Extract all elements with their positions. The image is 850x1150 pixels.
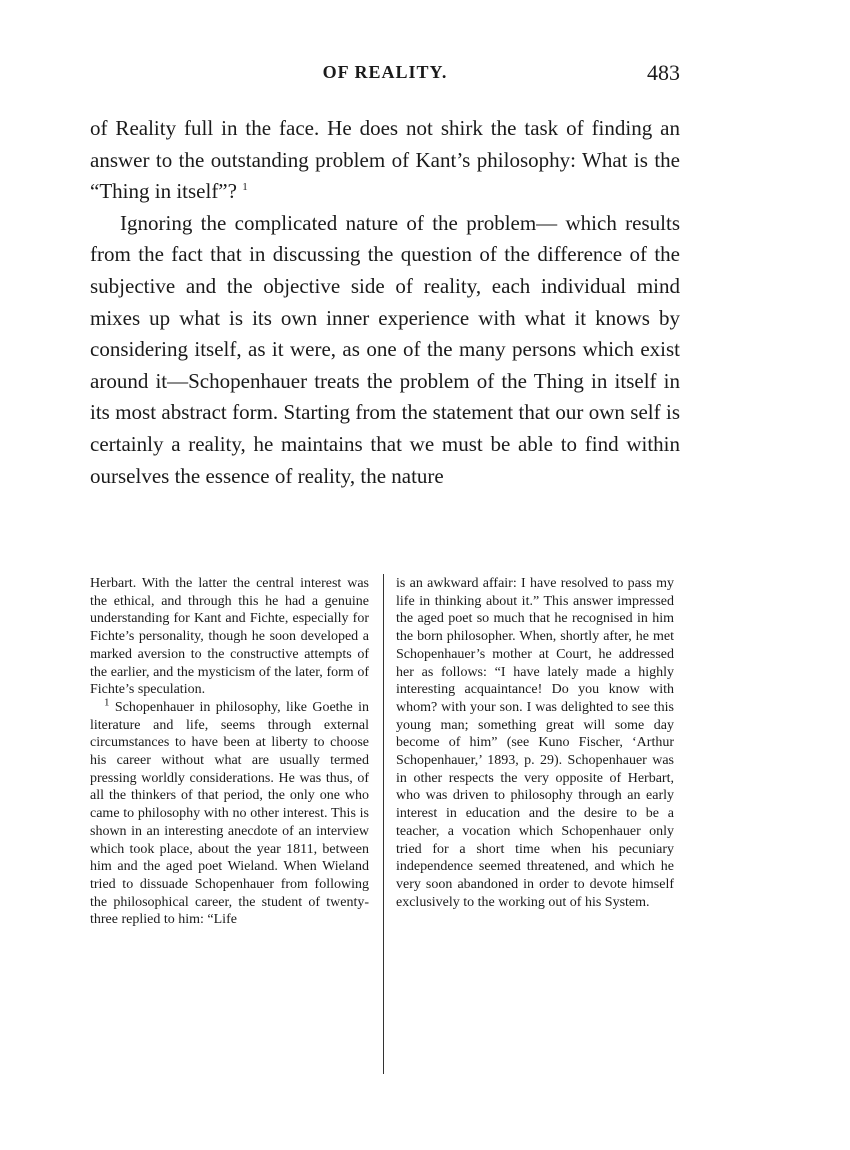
paragraph-text: of Reality full in the face. He does not shirk the task of finding an answer to the outstanding problem of Kant’s philosophy: What is the “Thing in itself”? (90, 116, 680, 204)
main-text (90, 113, 680, 492)
running-head-title: OF REALITY. (322, 62, 448, 82)
column-divider (383, 574, 384, 1074)
footnote (90, 696, 370, 929)
footnote-text: Schopenhauer in philosophy, like Goethe in literature and life, seems through external circumstances to have been at liberty to choose his career without what are usually termed pressing worldly considerations. He was thus, of all the thinkers of that period, the only one who came to philosophy with no other interest. This is shown in an interesting anecdote of an interview which took place, about the year 1811, between him and the aged poet Wieland. When Wieland tried to dissuade Schopenhauer from following the philosophical career, the student of twenty-three replied to him: “Life (90, 699, 370, 928)
footnote-text: is an awkward affair: I have resolved to pass my life in thinking about it.” This answer impressed the aged poet so much that he recognised in him the born philosopher. When, shortly after, he met Schopenhauer’s mother at Court, he addressed her as follows: “I have lately made a highly interesting acquaintance! Do you know with whom? with your son. I was delighted to see this young man; something great will some day become of him” (see Kuno Fischer, ‘Arthur Schopenhauer,’ 1893, p. 29). Schopenhauer was in other respects the very opposite of Herbart, who was driven to philosophy through an early interest in education and the desire to be a teacher, a vocation which Schopenhauer only tried for a short time when his pecuniary independence seemed threatened, and which he very soon abandoned in order to devote himself exclusively to the working out of his System. (396, 576, 674, 910)
body-paragraph: Ignoring the complicated nature of the problem— which results from the fact that in discussing the question of the difference of the subjective and the objective side of reality, each individual mind mixes up what is its own inner experience with what it knows by considering itself, as it were, as one of the many persons which exist around it—Schopenhauer treats the problem of the Thing in itself in its most abstract form. Starting from the statement that our own self is certainly a reality, he maintains that we must be able to find within ourselves the essence of reality, the nature (90, 210, 680, 488)
page-number: 483 (647, 60, 680, 85)
footnote-reference: 1 (242, 181, 248, 194)
footnote-column-right (396, 575, 674, 911)
body-paragraph (90, 113, 680, 208)
footnote-marker: 1 (104, 696, 110, 709)
running-head (90, 62, 680, 92)
footnote-continuation: Herbart. With the latter the central interest was the ethical, and through this he had a genuine understanding for Kant and Fichte, especially for Fichte’s personality, though he soon developed a marked aversion to the constructive attempts of the earlier, and the mysticism of the later, form of Fichte’s speculation. (90, 576, 369, 698)
footnote-column-left (90, 575, 369, 929)
